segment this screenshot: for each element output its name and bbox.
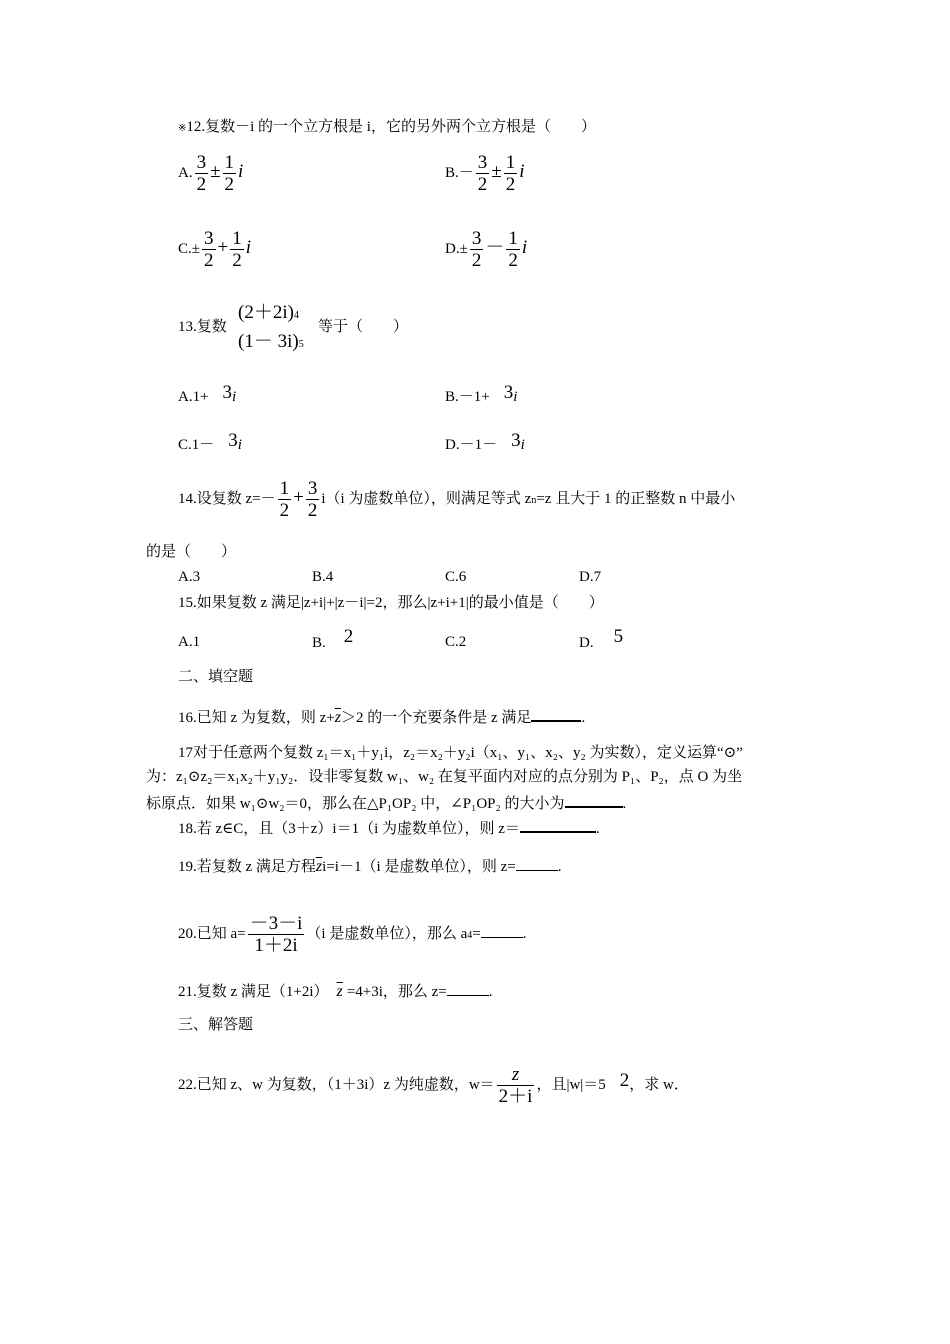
- q12-option-b: B.－ $\frac{3}{2}$ ± $\frac{1}{2}$ i: [445, 152, 525, 195]
- q18-answer-blank[interactable]: [520, 817, 596, 833]
- section-title-fill-in: 二、填空题: [178, 669, 254, 685]
- q15-option-d: D. 5: [579, 626, 624, 651]
- q15-option-b: B. 2: [312, 626, 354, 651]
- q20-answer-blank[interactable]: [481, 923, 523, 938]
- q17-line2: 为：z₁⊙z₂＝x₁x₂＋y₁y₂．设非零复数 w₁、w₂ 在复平面内对应的点分别为 P₁、P₂，点 O 为坐: [146, 769, 743, 785]
- q13-option-d: D.－1－ 3i: [445, 430, 525, 453]
- q13-suffix: 等于（ ）: [318, 319, 409, 335]
- q21-stem: 21.复数 z 满足（1+2i） $\overline{z} =4+3i$，那么 z= .: [178, 983, 493, 1000]
- q15-stem: 15.如果复数 z 满足|z+i|+|z－i|=2，那么|z+i+1|的最小值是（ ）: [178, 595, 604, 611]
- q16-answer-blank[interactable]: [531, 706, 581, 722]
- section-title-solve: 三、解答题: [178, 1017, 254, 1033]
- q13-option-c: C.1－ 3i: [178, 430, 242, 453]
- q13-fraction: (2＋2i)4 (1－ 3i)5: [238, 302, 304, 352]
- q17-line3: 标原点．如果 w₁⊙w₂＝0，那么在△P₁OP₂ 中，∠P₁OP₂ 的大小为 .: [146, 792, 626, 813]
- q20-stem: 20.已知 a= $\frac{-3-i}{1+2i}$ （i 是虚数单位），那么 a4= .: [178, 913, 527, 956]
- q13-option-a: A.1+ 3i: [178, 382, 237, 405]
- q17-line1: 17对于任意两个复数 z₁＝x₁＋y₁i，z₂＝x₂＋y₂i（x₁、y₁、x₂、y₂ 为实数），定义运算“⊙”: [178, 745, 743, 761]
- q13-option-b: B.－1+ 3i: [445, 382, 518, 405]
- q22-stem: 22.已知 z、w 为复数，（1＋3i）z 为纯虚数，w＝ $\frac{z}{2+i}$ ，且|w|＝5 2，求 w．: [178, 1064, 689, 1107]
- q18-stem: 18.若 z∈C，且（3＋z）i＝1（i 为虚数单位），则 z＝ .: [178, 817, 600, 838]
- q19-answer-blank[interactable]: [516, 856, 558, 871]
- optional-mark: ※: [178, 123, 187, 134]
- q12-option-a: A. $\frac{3}{2}$ ± $\frac{1}{2}$ i: [178, 152, 244, 195]
- q12-option-d: D.± $\frac{3}{2}$ － $\frac{1}{2}$ i: [445, 228, 528, 271]
- q13-stem: 13.复数: [178, 319, 227, 335]
- q21-answer-blank[interactable]: [447, 981, 489, 996]
- q14-option-a: A.3: [178, 569, 201, 585]
- q16-stem: 16.已知 z 为复数，则 $z+\overline{z}>2$ 的一个充要条件是 z 满足 .: [178, 706, 585, 727]
- q14-option-c: C.6: [445, 569, 467, 585]
- q14-option-b: B.4: [312, 569, 334, 585]
- q15-option-c: C.2: [445, 634, 467, 650]
- q12-stem: ※12.复数－i 的一个立方根是 i，它的另外两个立方根是（ ）: [178, 119, 596, 135]
- q15-option-a: A.1: [178, 634, 201, 650]
- q12-option-c: C.± $\frac{3}{2}$ + $\frac{1}{2}$ i: [178, 228, 251, 271]
- q14-stem: 14.设复数 z=－ $\frac{1}{2}$ + $\frac{3}{2}$ i（i 为虚数单位），则满足等式 zn=z 且大于 1 的正整数 n 中最小: [178, 478, 736, 521]
- q14-stem-line2: 的是（ ）: [146, 544, 237, 560]
- q14-option-d: D.7: [579, 569, 602, 585]
- q17-answer-blank[interactable]: [565, 792, 623, 808]
- q19-stem: 19.若复数 z 满足方程$\overline{z}i=i-1(i$ 是虚数单位），则 z= .: [178, 858, 562, 875]
